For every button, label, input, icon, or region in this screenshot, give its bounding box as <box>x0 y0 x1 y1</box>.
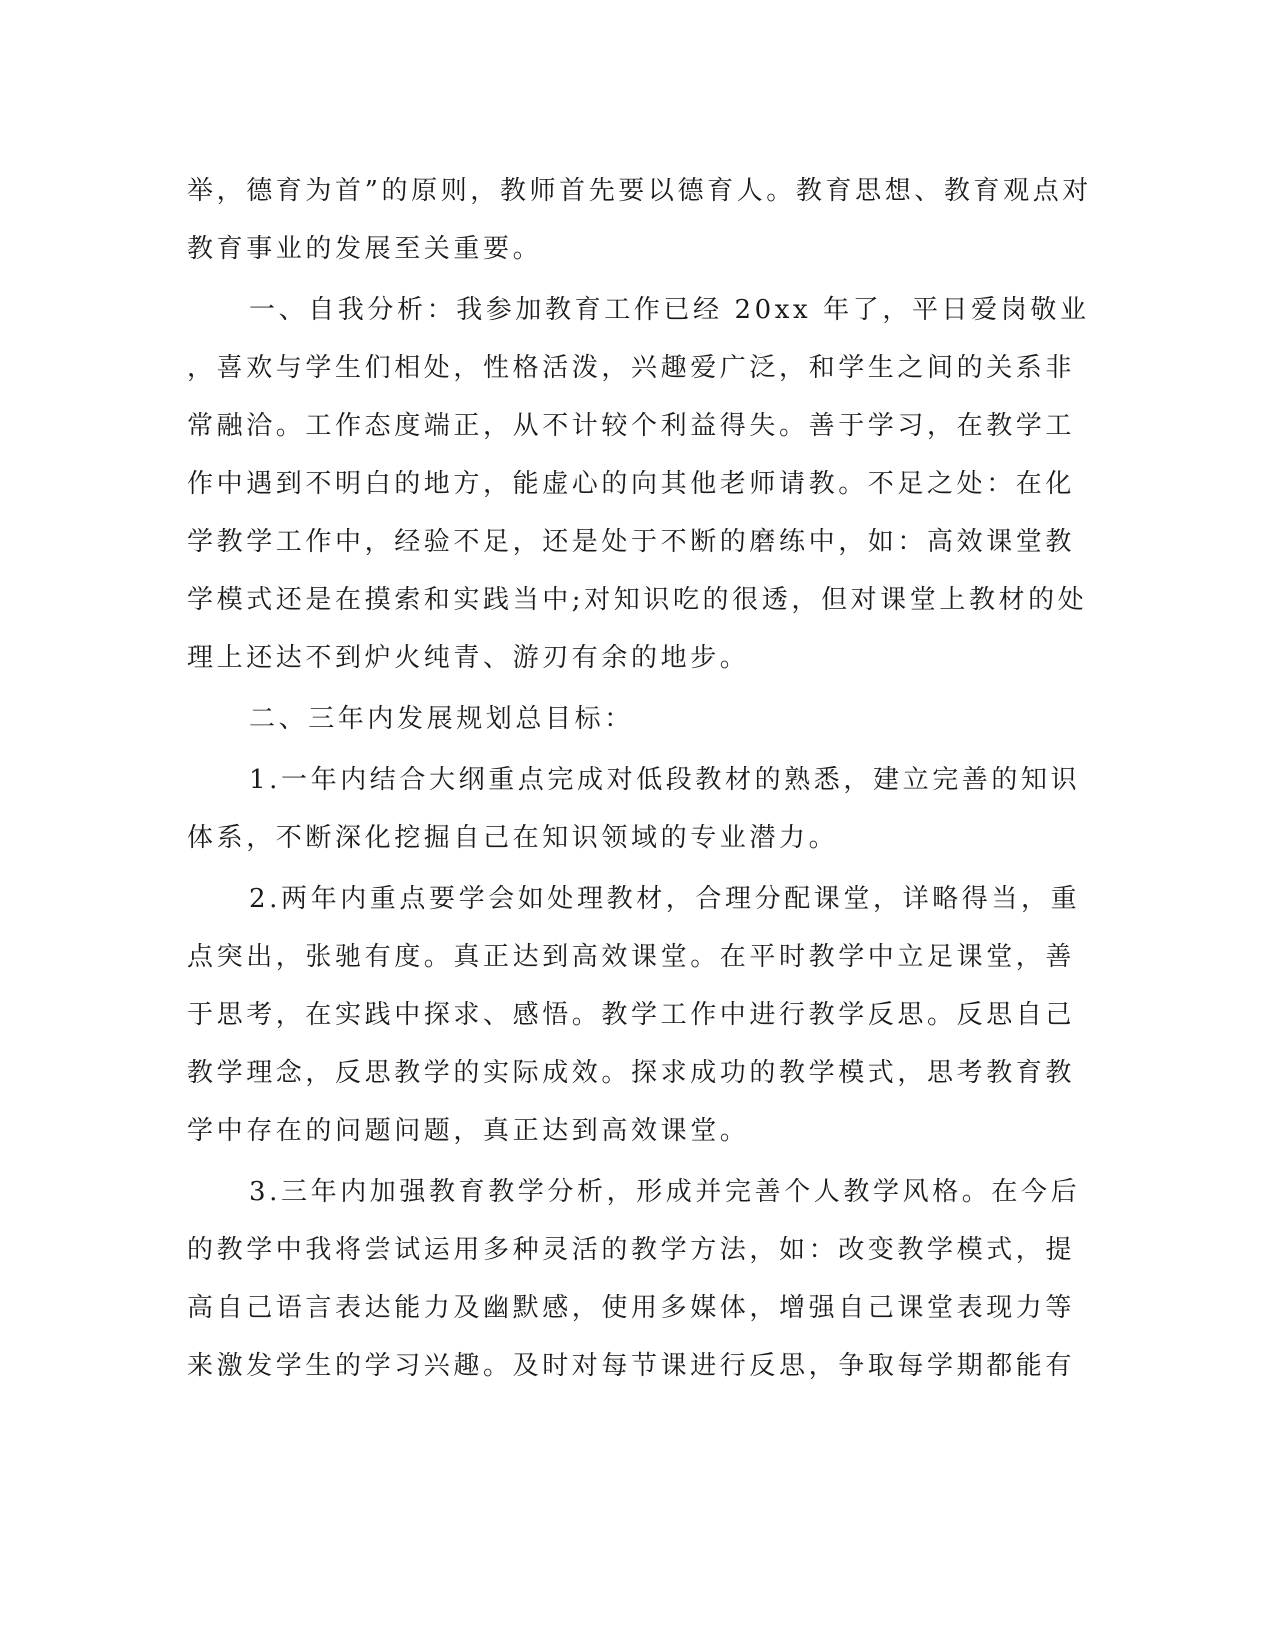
text-line: 的教学中我将尝试运用多种灵活的教学方法，如：改变教学模式，提 <box>187 1235 1076 1265</box>
text-line: 教育事业的发展至关重要。 <box>187 234 543 264</box>
text-line: 3.三年内加强教育教学分析，形成并完善个人教学风格。在今后 <box>249 1177 1081 1207</box>
text-line: 2.两年内重点要学会如处理教材，合理分配课堂，详略得当，重 <box>249 884 1081 914</box>
paragraph-goal-3 <box>187 1163 1081 1395</box>
text-line: 来激发学生的学习兴趣。及时对每节课进行反思，争取每学期都能有 <box>187 1351 1076 1381</box>
section-heading: 二、三年内发展规划总目标： <box>249 704 634 734</box>
paragraph-goal-2 <box>187 870 1081 1160</box>
text-line: ，喜欢与学生们相处，性格活泼，兴趣爱广泛，和学生之间的关系非 <box>187 353 1076 383</box>
text-line: 学中存在的问题问题，真正达到高效课堂。 <box>187 1116 750 1146</box>
paragraph-self-analysis <box>187 281 1090 687</box>
paragraph-goal-1 <box>187 751 1081 867</box>
paragraph-goals-heading <box>187 690 1070 748</box>
text-line: 理上还达不到炉火纯青、游刃有余的地步。 <box>187 643 750 673</box>
text-line: 学教学工作中，经验不足，还是处于不断的磨练中，如：高效课堂教 <box>187 527 1076 557</box>
text-line: 点突出，张驰有度。真正达到高效课堂。在平时教学中立足课堂，善 <box>187 942 1076 972</box>
text-line: 教学理念，反思教学的实际成效。探求成功的教学模式，思考教育教 <box>187 1058 1076 1088</box>
text-line: 举，德育为首”的原则，教师首先要以德育人。教育思想、教育观点对 <box>187 176 1092 206</box>
text-line: 作中遇到不明白的地方，能虚心的向其他老师请教。不足之处：在化 <box>187 469 1076 499</box>
text-line: 常融洽。工作态度端正，从不计较个利益得失。善于学习，在教学工 <box>187 411 1076 441</box>
text-line: 高自己语言表达能力及幽默感，使用多媒体，增强自己课堂表现力等 <box>187 1293 1076 1323</box>
text-line: 一、自我分析：我参加教育工作已经 20xx 年了，平日爱岗敬业 <box>249 295 1090 325</box>
text-line: 学模式还是在摸索和实践当中;对知识吃的很透，但对课堂上教材的处 <box>187 585 1088 615</box>
paragraph-continuation <box>187 162 1092 278</box>
document-body <box>187 162 1092 1398</box>
text-line: 1.一年内结合大纲重点完成对低段教材的熟悉，建立完善的知识 <box>249 765 1081 795</box>
text-line: 于思考，在实践中探求、感悟。教学工作中进行教学反思。反思自己 <box>187 1000 1076 1030</box>
text-line: 体系，不断深化挖掘自己在知识领域的专业潜力。 <box>187 823 839 853</box>
